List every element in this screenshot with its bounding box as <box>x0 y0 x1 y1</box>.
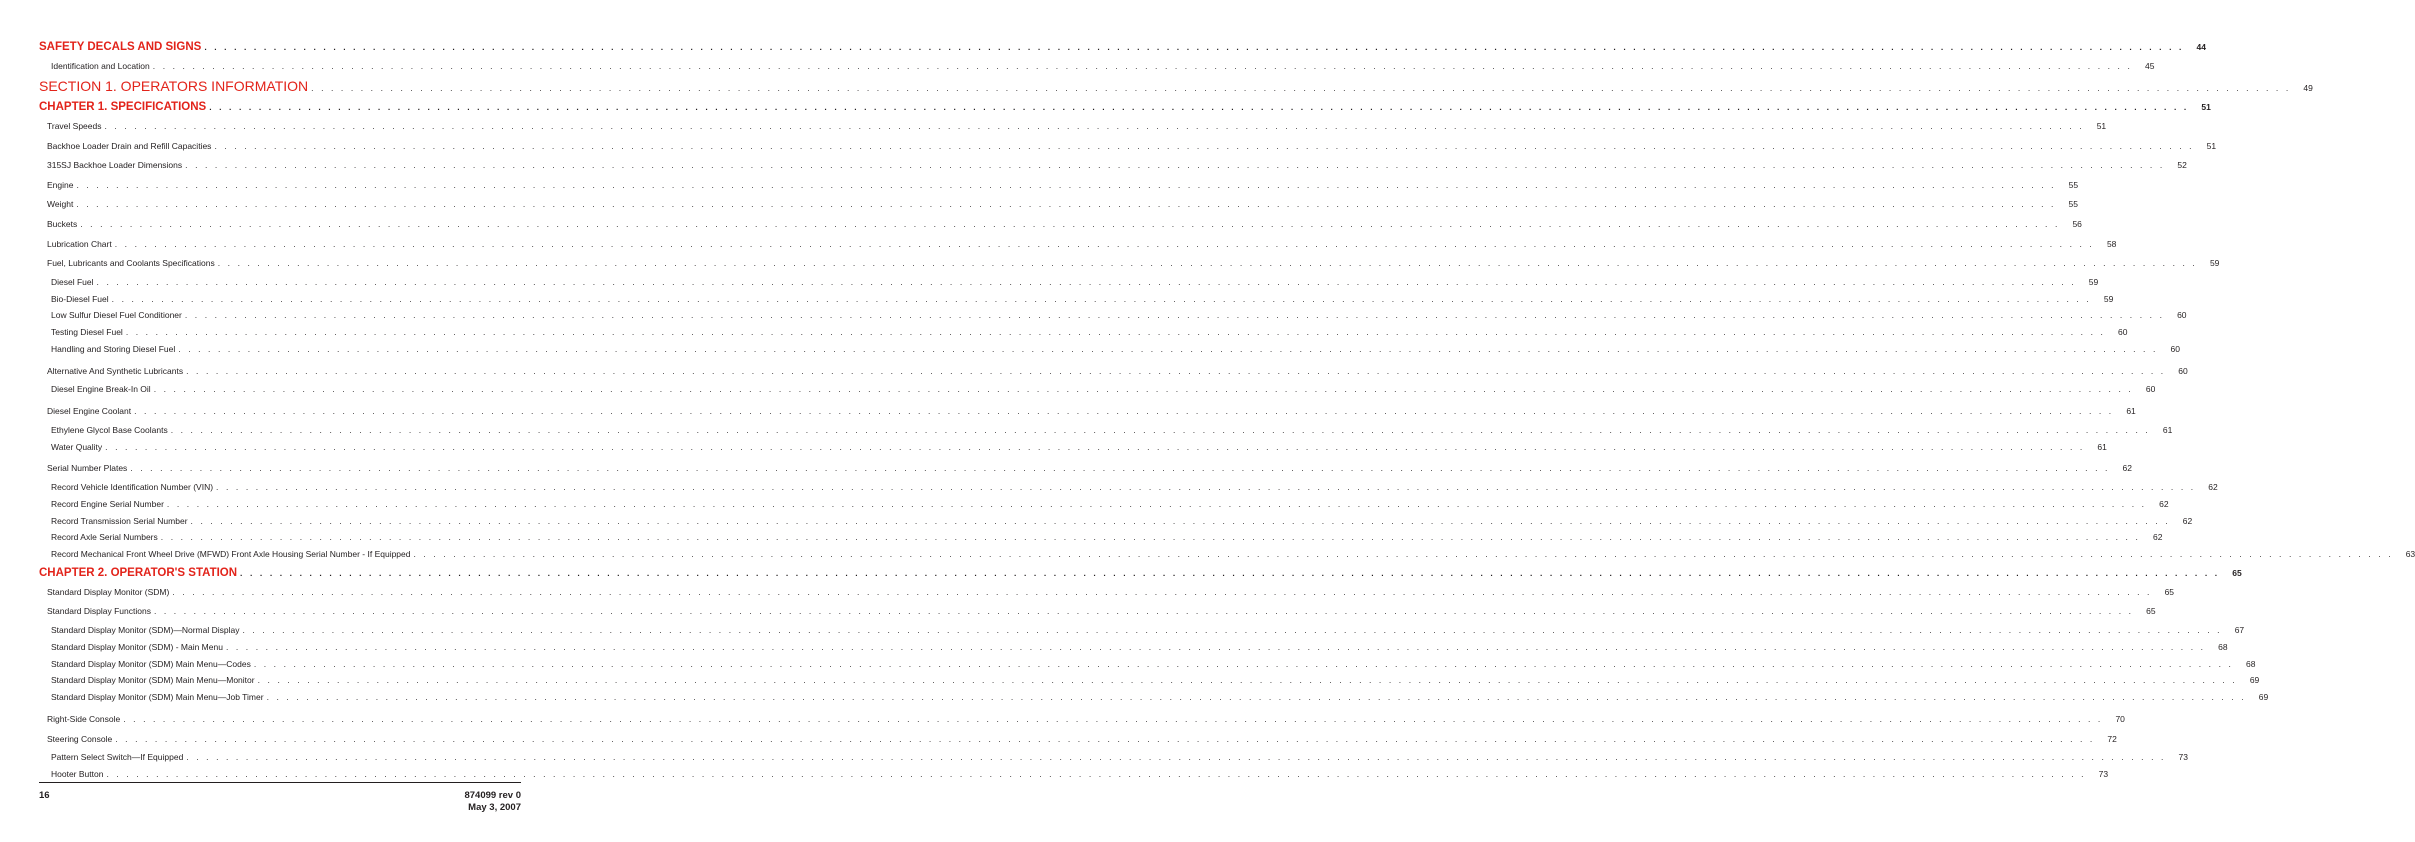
dot-leader: . . . . . . . . . . . . . . . . . . . . . . . . . . . . . . . . . . . . . . . . . . . . . . . . . . . . . . . . . . . . . . . . . . . . . . . . . . . . . . . . . . . . . . . . . . . . . . . . . . . . . . . . . . . . . . . . . . . . . . . . . . . . . . . . . . . . . . . . . . . . . . . . . . . . . . . . . . . . . . . . . . . . . . . . . . . . . . . . . . . . . . . . . . . . . . . . . . . . . . . . <box>204 42 2184 52</box>
toc-entry[interactable] <box>39 546 2415 563</box>
toc-entry-page: 73 <box>2178 752 2188 763</box>
table-of-contents <box>39 37 2415 783</box>
toc-entry-title: Buckets <box>47 218 78 229</box>
toc-entry-title: Right-Side Console <box>47 714 121 725</box>
dot-leader: . . . . . . . . . . . . . . . . . . . . . . . . . . . . . . . . . . . . . . . . . . . . . . . . . . . . . . . . . . . . . . . . . . . . . . . . . . . . . . . . . . . . . . . . . . . . . . . . . . . . . . . . . . . . . . . . . . . . . . . . . . . . . . . . . . . . . . . . . . . . . . . . . . . . . . . . . . . . . . . . . . . . . . . . . . . . . . . . . . . . . . . . . . . . . . . . . . . . . . . . <box>125 327 2106 338</box>
toc-entry-page: 62 <box>2122 463 2132 474</box>
dot-leader: . . . . . . . . . . . . . . . . . . . . . . . . . . . . . . . . . . . . . . . . . . . . . . . . . . . . . . . . . . . . . . . . . . . . . . . . . . . . . . . . . . . . . . . . . . . . . . . . . . . . . . . . . . . . . . . . . . . . . . . . . . . . . . . . . . . . . . . . . . . . . . . . . . . . . . . . . . . . . . . . . . . . . . . . . . . . . . . . . . . . . . . . . . . . . . . . . . . . . . . . <box>190 515 2171 526</box>
toc-entry-page: 62 <box>2182 515 2193 526</box>
dot-leader: . . . . . . . . . . . . . . . . . . . . . . . . . . . . . . . . . . . . . . . . . . . . . . . . . . . . . . . . . . . . . . . . . . . . . . . . . . . . . . . . . . . . . . . . . . . . . . . . . . . . . . . . . . . . . . . . . . . . . . . . . . . . . . . . . . . . . . . . . . . . . . . . . . . . . . . . . . . . . . . . . . . . . . . . . . . . . . . . . . . . . . . . . . . . . . . . . . . . . . . . <box>111 293 2092 304</box>
toc-entry-title: Hooter Button <box>51 769 104 780</box>
dot-leader: . . . . . . . . . . . . . . . . . . . . . . . . . . . . . . . . . . . . . . . . . . . . . . . . . . . . . . . . . . . . . . . . . . . . . . . . . . . . . . . . . . . . . . . . . . . . . . . . . . . . . . . . . . . . . . . . . . . . . . . . . . . . . . . . . . . . . . . . . . . . . . . . . . . . . . . . . . . . . . . . . . . . . . . . . . . . . . . . . . . . . . . . . . . . . . . . . . . . . . . . <box>186 365 2166 376</box>
toc-entry-page: 58 <box>2106 238 2117 249</box>
toc-entry[interactable] <box>39 75 2313 97</box>
toc-entry-title: Diesel Engine Coolant <box>47 406 132 417</box>
dot-leader: . . . . . . . . . . . . . . . . . . . . . . . . . . . . . . . . . . . . . . . . . . . . . . . . . . . . . . . . . . . . . . . . . . . . . . . . . . . . . . . . . . . . . . . . . . . . . . . . . . . . . . . . . . . . . . . . . . . . . . . . . . . . . . . . . . . . . . . . . . . . . . . . . . . . . . . . . . . . . . . . . . . . . . . . . . . . . . . . . . . . . . . . . . . . . . . . . . . . . . . . <box>184 310 2165 321</box>
dot-leader: . . . . . . . . . . . . . . . . . . . . . . . . . . . . . . . . . . . . . . . . . . . . . . . . . . . . . . . . . . . . . . . . . . . . . . . . . . . . . . . . . . . . . . . . . . . . . . . . . . . . . . . . . . . . . . . . . . . . . . . . . . . . . . . . . . . . . . . . . . . . . . . . . . . . . . . . . . . . . . . . . . . . . . . . . . . . . . . . . . . . . . . . . . . . . . . . . . . . . . . . <box>240 567 2220 578</box>
toc-entry-title: SAFETY DECALS AND SIGNS <box>39 41 202 53</box>
footer-doc-info <box>464 790 521 814</box>
toc-entry-title: CHAPTER 2. OPERATOR'S STATION <box>39 566 238 579</box>
dot-leader: . . . . . . . . . . . . . . . . . . . . . . . . . . . . . . . . . . . . . . . . . . . . . . . . . . . . . . . . . . . . . . . . . . . . . . . . . . . . . . . . . . . . . . . . . . . . . . . . . . . . . . . . . . . . . . . . . . . . . . . . . . . . . . . . . . . . . . . . . . . . . . . . . . . . . . . . . . . . . . . . . . . . . . . . . . . . . . . . . . . . . . . . . . . . . . . . . . . . . . . . <box>96 276 2077 287</box>
toc-entry-title: Record Engine Serial Number <box>51 498 164 509</box>
toc-entry-title: Standard Display Monitor (SDM)—Normal Display <box>51 625 240 636</box>
toc-entry[interactable] <box>39 57 2155 75</box>
toc-entry[interactable] <box>39 513 2193 530</box>
toc-entry-title: Diesel Fuel <box>51 276 94 287</box>
toc-entry-title: Identification and Location <box>51 61 150 71</box>
toc-entry-title: Standard Display Monitor (SDM) Main Menu—Job Timer <box>51 692 264 703</box>
toc-entry[interactable] <box>39 439 2107 456</box>
toc-entry[interactable] <box>39 215 2082 235</box>
toc-entry-page: 55 <box>2068 179 2079 190</box>
toc-entry[interactable] <box>39 496 2169 513</box>
toc-entry-page: 62 <box>2152 532 2163 543</box>
toc-entry-page: 72 <box>2107 733 2117 744</box>
toc-entry-title: Travel Speeds <box>47 121 102 131</box>
toc-entry-title: Fuel, Lubricants and Coolants Specifications <box>47 258 215 269</box>
toc-entry-title: Serial Number Plates <box>47 463 128 474</box>
toc-entry[interactable] <box>39 639 2228 656</box>
toc-entry[interactable] <box>39 689 2269 706</box>
toc-entry[interactable] <box>39 274 2099 291</box>
toc-entry[interactable] <box>39 422 2173 439</box>
toc-entry-page: 65 <box>2164 586 2175 597</box>
toc-entry-title: Water Quality <box>51 441 103 452</box>
toc-entry[interactable] <box>39 459 2132 479</box>
dot-leader: . . . . . . . . . . . . . . . . . . . . . . . . . . . . . . . . . . . . . . . . . . . . . . . . . . . . . . . . . . . . . . . . . . . . . . . . . . . . . . . . . . . . . . . . . . . . . . . . . . . . . . . . . . . . . . . . . . . . . . . . . . . . . . . . . . . . . . . . . . . . . . . . . . . . . . . . . . . . . . . . . . . . . . . . . . . . . . . . . . . . . . . . . . . . . . . . . . . . . . . . <box>311 83 2291 93</box>
toc-entry[interactable] <box>39 195 2078 215</box>
dot-leader: . . . . . . . . . . . . . . . . . . . . . . . . . . . . . . . . . . . . . . . . . . . . . . . . . . . . . . . . . . . . . . . . . . . . . . . . . . . . . . . . . . . . . . . . . . . . . . . . . . . . . . . . . . . . . . . . . . . . . . . . . . . . . . . . . . . . . . . . . . . . . . . . . . . . . . . . . . . . . . . . . . . . . . . . . . . . . . . . . . . . . . . . . . . . . . . . . . . . . . . . <box>217 258 2198 269</box>
toc-entry-page: 73 <box>2098 769 2109 780</box>
toc-entry-page: 67 <box>2234 625 2245 636</box>
dot-leader: . . . . . . . . . . . . . . . . . . . . . . . . . . . . . . . . . . . . . . . . . . . . . . . . . . . . . . . . . . . . . . . . . . . . . . . . . . . . . . . . . . . . . . . . . . . . . . . . . . . . . . . . . . . . . . . . . . . . . . . . . . . . . . . . . . . . . . . . . . . . . . . . . . . . . . . . . . . . . . . . . . . . . . . . . . . . . . . . . . . . . . . . . . . . . . . . . . . . . . . . <box>170 424 2151 435</box>
toc-entry-page: 45 <box>2144 61 2155 71</box>
toc-entry[interactable] <box>39 37 2206 57</box>
toc-entry-title: Record Vehicle Identification Number (VIN) <box>51 481 214 492</box>
toc-entry-page: 60 <box>2178 365 2188 376</box>
dot-leader: . . . . . . . . . . . . . . . . . . . . . . . . . . . . . . . . . . . . . . . . . . . . . . . . . . . . . . . . . . . . . . . . . . . . . . . . . . . . . . . . . . . . . . . . . . . . . . . . . . . . . . . . . . . . . . . . . . . . . . . . . . . . . . . . . . . . . . . . . . . . . . . . . . . . . . . . . . . . . . . . . . . . . . . . . . . . . . . . . . . . . . . . . . . . . . . . . . . . . . . . <box>160 532 2141 543</box>
toc-entry[interactable] <box>39 563 2242 583</box>
toc-entry-title: Engine <box>47 179 74 190</box>
toc-entry-page: 59 <box>2209 258 2220 269</box>
toc-entry[interactable] <box>39 602 2156 622</box>
toc-entry-title: Standard Display Monitor (SDM) Main Menu—Codes <box>51 658 251 669</box>
toc-entry[interactable] <box>39 235 2117 255</box>
dot-leader: . . . . . . . . . . . . . . . . . . . . . . . . . . . . . . . . . . . . . . . . . . . . . . . . . . . . . . . . . . . . . . . . . . . . . . . . . . . . . . . . . . . . . . . . . . . . . . . . . . . . . . . . . . . . . . . . . . . . . . . . . . . . . . . . . . . . . . . . . . . . . . . . . . . . . . . . . . . . . . . . . . . . . . . . . . . . . . . . . . . . . . . . . . . . . . . . . . . . . . . . <box>130 463 2110 474</box>
dot-leader: . . . . . . . . . . . . . . . . . . . . . . . . . . . . . . . . . . . . . . . . . . . . . . . . . . . . . . . . . . . . . . . . . . . . . . . . . . . . . . . . . . . . . . . . . . . . . . . . . . . . . . . . . . . . . . . . . . . . . . . . . . . . . . . . . . . . . . . . . . . . . . . . . . . . . . . . . . . . . . . . . . . . . . . . . . . . . . . . . . . . . . . . . . . . . . . . . . . . . . . . <box>105 441 2085 452</box>
toc-entry-page: 61 <box>2162 424 2173 435</box>
toc-entry-title: Testing Diesel Fuel <box>51 327 123 338</box>
toc-entry-title: Handling and Storing Diesel Fuel <box>51 343 176 354</box>
toc-entry[interactable] <box>39 324 2128 341</box>
toc-entry-page: 69 <box>2258 692 2269 703</box>
toc-entry[interactable] <box>39 381 2156 398</box>
toc-entry[interactable] <box>39 291 2114 308</box>
toc-entry-page: 68 <box>2246 658 2256 669</box>
toc-entry[interactable] <box>39 137 2217 157</box>
toc-entry-title: 315SJ Backhoe Loader Dimensions <box>47 160 183 171</box>
toc-entry-title: CHAPTER 1. SPECIFICATIONS <box>39 101 207 113</box>
toc-entry-page: 65 <box>2232 567 2242 578</box>
toc-entry-title: Bio-Diesel Fuel <box>51 293 109 304</box>
toc-entry[interactable] <box>39 156 2187 176</box>
toc-entry[interactable] <box>39 176 2079 196</box>
toc-entry-page: 60 <box>2118 327 2128 338</box>
toc-entry-title: Standard Display Monitor (SDM) Main Menu—Monitor <box>51 675 255 686</box>
toc-entry-page: 60 <box>2145 384 2156 395</box>
toc-entry[interactable] <box>39 583 2175 603</box>
toc-entry-page: 62 <box>2159 498 2169 509</box>
dot-leader: . . . . . . . . . . . . . . . . . . . . . . . . . . . . . . . . . . . . . . . . . . . . . . . . . . . . . . . . . . . . . . . . . . . . . . . . . . . . . . . . . . . . . . . . . . . . . . . . . . . . . . . . . . . . . . . . . . . . . . . . . . . . . . . . . . . . . . . . . . . . . . . . . . . . . . . . . . . . . . . . . . . . . . . . . . . . . . . . . . . . . . . . . . . . . . . . . . . . . . . . <box>253 658 2234 669</box>
toc-entry-page: 59 <box>2103 293 2114 304</box>
doc-date: May 3, 2007 <box>468 802 521 813</box>
page-number: 16 <box>39 790 50 801</box>
dot-leader: . . . . . . . . . . . . . . . . . . . . . . . . . . . . . . . . . . . . . . . . . . . . . . . . . . . . . . . . . . . . . . . . . . . . . . . . . . . . . . . . . . . . . . . . . . . . . . . . . . . . . . . . . . . . . . . . . . . . . . . . . . . . . . . . . . . . . . . . . . . . . . . . . . . . . . . . . . . . . . . . . . . . . . . . . . . . . . . . . . . . . . . . . . . . . . . . . . . . . . . . <box>209 102 2189 112</box>
toc-entry-page: 61 <box>2126 406 2136 417</box>
toc-entry-page: 56 <box>2072 218 2082 229</box>
toc-entry-title: Record Mechanical Front Wheel Drive (MFWD) Front Axle Housing Serial Number - If Equipped <box>51 549 411 560</box>
toc-entry-page: 55 <box>2068 199 2078 210</box>
toc-entry[interactable] <box>39 749 2188 766</box>
dot-leader: . . . . . . . . . . . . . . . . . . . . . . . . . . . . . . . . . . . . . . . . . . . . . . . . . . . . . . . . . . . . . . . . . . . . . . . . . . . . . . . . . . . . . . . . . . . . . . . . . . . . . . . . . . . . . . . . . . . . . . . . . . . . . . . . . . . . . . . . . . . . . . . . . . . . . . . . . . . . . . . . . . . . . . . . . . . . . . . . . . . . . . . . . . . . . . . . . . . . . . . . <box>413 549 2394 560</box>
dot-leader: . . . . . . . . . . . . . . . . . . . . . . . . . . . . . . . . . . . . . . . . . . . . . . . . . . . . . . . . . . . . . . . . . . . . . . . . . . . . . . . . . . . . . . . . . . . . . . . . . . . . . . . . . . . . . . . . . . . . . . . . . . . . . . . . . . . . . . . . . . . . . . . . . . . . . . . . . . . . . . . . . . . . . . . . . . . . . . . . . . . . . . . . . . . . . . . . . . . . . . . . <box>152 61 2133 71</box>
toc-entry[interactable] <box>39 254 2220 274</box>
dot-leader: . . . . . . . . . . . . . . . . . . . . . . . . . . . . . . . . . . . . . . . . . . . . . . . . . . . . . . . . . . . . . . . . . . . . . . . . . . . . . . . . . . . . . . . . . . . . . . . . . . . . . . . . . . . . . . . . . . . . . . . . . . . . . . . . . . . . . . . . . . . . . . . . . . . . . . . . . . . . . . . . . . . . . . . . . . . . . . . . . . . . . . . . . . . . . . . . . . . . . . . . <box>114 238 2095 249</box>
doc-revision: 874099 rev 0 <box>464 790 521 801</box>
toc-entry-page: 65 <box>2146 606 2156 617</box>
toc-entry-title: Low Sulfur Diesel Fuel Conditioner <box>51 310 182 321</box>
toc-entry[interactable] <box>39 672 2260 689</box>
toc-entry-title: Weight <box>47 199 74 210</box>
toc-entry-title: Standard Display Monitor (SDM) <box>47 586 170 597</box>
toc-entry-page: 61 <box>2097 441 2107 452</box>
toc-entry-title: Pattern Select Switch—If Equipped <box>51 752 184 763</box>
toc-entry-page: 51 <box>2096 121 2107 131</box>
toc-entry-page: 44 <box>2196 42 2206 52</box>
toc-entry-title: SECTION 1. OPERATORS INFORMATION <box>39 78 309 94</box>
dot-leader: . . . . . . . . . . . . . . . . . . . . . . . . . . . . . . . . . . . . . . . . . . . . . . . . . . . . . . . . . . . . . . . . . . . . . . . . . . . . . . . . . . . . . . . . . . . . . . . . . . . . . . . . . . . . . . . . . . . . . . . . . . . . . . . . . . . . . . . . . . . . . . . . . . . . . . . . . . . . . . . . . . . . . . . . . . . . . . . . . . . . . . . . . . . . . . . . . . . . . . . . <box>225 641 2206 652</box>
toc-entry-title: Ethylene Glycol Base Coolants <box>51 424 168 435</box>
toc-entry-title: Backhoe Loader Drain and Refill Capacities <box>47 140 212 151</box>
dot-leader: . . . . . . . . . . . . . . . . . . . . . . . . . . . . . . . . . . . . . . . . . . . . . . . . . . . . . . . . . . . . . . . . . . . . . . . . . . . . . . . . . . . . . . . . . . . . . . . . . . . . . . . . . . . . . . . . . . . . . . . . . . . . . . . . . . . . . . . . . . . . . . . . . . . . . . . . . . . . . . . . . . . . . . . . . . . . . . . . . . . . . . . . . . . . . . . . . . . . . . . . <box>178 343 2158 354</box>
toc-entry-page: 49 <box>2303 83 2313 93</box>
toc-entry[interactable] <box>39 529 2163 546</box>
dot-leader: . . . . . . . . . . . . . . . . . . . . . . . . . . . . . . . . . . . . . . . . . . . . . . . . . . . . . . . . . . . . . . . . . . . . . . . . . . . . . . . . . . . . . . . . . . . . . . . . . . . . . . . . . . . . . . . . . . . . . . . . . . . . . . . . . . . . . . . . . . . . . . . . . . . . . . . . . . . . . . . . . . . . . . . . . . . . . . . . . . . . . . . . . . . . . . . . . . . . . . . . <box>115 733 2095 744</box>
toc-entry-page: 60 <box>2177 310 2187 321</box>
toc-entry[interactable] <box>39 117 2107 137</box>
dot-leader: . . . . . . . . . . . . . . . . . . . . . . . . . . . . . . . . . . . . . . . . . . . . . . . . . . . . . . . . . . . . . . . . . . . . . . . . . . . . . . . . . . . . . . . . . . . . . . . . . . . . . . . . . . . . . . . . . . . . . . . . . . . . . . . . . . . . . . . . . . . . . . . . . . . . . . . . . . . . . . . . . . . . . . . . . . . . . . . . . . . . . . . . . . . . . . . . . . . . . . . . <box>166 498 2147 509</box>
toc-entry[interactable] <box>39 656 2256 673</box>
toc-entry-page: 70 <box>2115 714 2125 725</box>
toc-entry-page: 51 <box>2201 102 2211 112</box>
toc-entry-page: 60 <box>2170 343 2180 354</box>
dot-leader: . . . . . . . . . . . . . . . . . . . . . . . . . . . . . . . . . . . . . . . . . . . . . . . . . . . . . . . . . . . . . . . . . . . . . . . . . . . . . . . . . . . . . . . . . . . . . . . . . . . . . . . . . . . . . . . . . . . . . . . . . . . . . . . . . . . . . . . . . . . . . . . . . . . . . . . . . . . . . . . . . . . . . . . . . . . . . . . . . . . . . . . . . . . . . . . . . . . . . . . . <box>185 160 2165 171</box>
dot-leader: . . . . . . . . . . . . . . . . . . . . . . . . . . . . . . . . . . . . . . . . . . . . . . . . . . . . . . . . . . . . . . . . . . . . . . . . . . . . . . . . . . . . . . . . . . . . . . . . . . . . . . . . . . . . . . . . . . . . . . . . . . . . . . . . . . . . . . . . . . . . . . . . . . . . . . . . . . . . . . . . . . . . . . . . . . . . . . . . . . . . . . . . . . . . . . . . . . . . . . . . <box>186 752 2166 763</box>
toc-entry-title: Record Transmission Serial Number <box>51 515 188 526</box>
toc-entry-page: 51 <box>2206 140 2217 151</box>
toc-entry-title: Steering Console <box>47 733 113 744</box>
dot-leader: . . . . . . . . . . . . . . . . . . . . . . . . . . . . . . . . . . . . . . . . . . . . . . . . . . . . . . . . . . . . . . . . . . . . . . . . . . . . . . . . . . . . . . . . . . . . . . . . . . . . . . . . . . . . . . . . . . . . . . . . . . . . . . . . . . . . . . . . . . . . . . . . . . . . . . . . . . . . . . . . . . . . . . . . . . . . . . . . . . . . . . . . . . . . . . . . . . . . . . . . <box>106 769 2087 780</box>
toc-entry[interactable] <box>39 622 2245 639</box>
dot-leader: . . . . . . . . . . . . . . . . . . . . . . . . . . . . . . . . . . . . . . . . . . . . . . . . . . . . . . . . . . . . . . . . . . . . . . . . . . . . . . . . . . . . . . . . . . . . . . . . . . . . . . . . . . . . . . . . . . . . . . . . . . . . . . . . . . . . . . . . . . . . . . . . . . . . . . . . . . . . . . . . . . . . . . . . . . . . . . . . . . . . . . . . . . . . . . . . . . . . . . . . <box>172 586 2153 597</box>
dot-leader: . . . . . . . . . . . . . . . . . . . . . . . . . . . . . . . . . . . . . . . . . . . . . . . . . . . . . . . . . . . . . . . . . . . . . . . . . . . . . . . . . . . . . . . . . . . . . . . . . . . . . . . . . . . . . . . . . . . . . . . . . . . . . . . . . . . . . . . . . . . . . . . . . . . . . . . . . . . . . . . . . . . . . . . . . . . . . . . . . . . . . . . . . . . . . . . . . . . . . . . . <box>80 218 2060 229</box>
toc-entry[interactable] <box>39 307 2187 324</box>
toc-entry[interactable] <box>39 362 2188 382</box>
toc-entry[interactable] <box>39 730 2117 750</box>
toc-entry[interactable] <box>39 479 2218 496</box>
toc-entry-page: 62 <box>2208 481 2218 492</box>
toc-entry[interactable] <box>39 341 2180 358</box>
toc-entry-page: 59 <box>2088 276 2099 287</box>
dot-leader: . . . . . . . . . . . . . . . . . . . . . . . . . . . . . . . . . . . . . . . . . . . . . . . . . . . . . . . . . . . . . . . . . . . . . . . . . . . . . . . . . . . . . . . . . . . . . . . . . . . . . . . . . . . . . . . . . . . . . . . . . . . . . . . . . . . . . . . . . . . . . . . . . . . . . . . . . . . . . . . . . . . . . . . . . . . . . . . . . . . . . . . . . . . . . . . . . . . . . . . . <box>257 675 2238 686</box>
footer-divider <box>39 782 521 783</box>
toc-entry-page: 63 <box>2405 549 2415 560</box>
dot-leader: . . . . . . . . . . . . . . . . . . . . . . . . . . . . . . . . . . . . . . . . . . . . . . . . . . . . . . . . . . . . . . . . . . . . . . . . . . . . . . . . . . . . . . . . . . . . . . . . . . . . . . . . . . . . . . . . . . . . . . . . . . . . . . . . . . . . . . . . . . . . . . . . . . . . . . . . . . . . . . . . . . . . . . . . . . . . . . . . . . . . . . . . . . . . . . . . . . . . . . . . <box>214 140 2195 151</box>
toc-entry-title: Diesel Engine Break-In Oil <box>51 384 151 395</box>
toc-entry[interactable] <box>39 97 2211 117</box>
toc-entry[interactable] <box>39 766 2109 783</box>
dot-leader: . . . . . . . . . . . . . . . . . . . . . . . . . . . . . . . . . . . . . . . . . . . . . . . . . . . . . . . . . . . . . . . . . . . . . . . . . . . . . . . . . . . . . . . . . . . . . . . . . . . . . . . . . . . . . . . . . . . . . . . . . . . . . . . . . . . . . . . . . . . . . . . . . . . . . . . . . . . . . . . . . . . . . . . . . . . . . . . . . . . . . . . . . . . . . . . . . . . . . . . . <box>153 606 2134 617</box>
dot-leader: . . . . . . . . . . . . . . . . . . . . . . . . . . . . . . . . . . . . . . . . . . . . . . . . . . . . . . . . . . . . . . . . . . . . . . . . . . . . . . . . . . . . . . . . . . . . . . . . . . . . . . . . . . . . . . . . . . . . . . . . . . . . . . . . . . . . . . . . . . . . . . . . . . . . . . . . . . . . . . . . . . . . . . . . . . . . . . . . . . . . . . . . . . . . . . . . . . . . . . . . <box>104 121 2085 131</box>
toc-entry[interactable] <box>39 402 2136 422</box>
toc-entry-page: 52 <box>2177 160 2187 171</box>
dot-leader: . . . . . . . . . . . . . . . . . . . . . . . . . . . . . . . . . . . . . . . . . . . . . . . . . . . . . . . . . . . . . . . . . . . . . . . . . . . . . . . . . . . . . . . . . . . . . . . . . . . . . . . . . . . . . . . . . . . . . . . . . . . . . . . . . . . . . . . . . . . . . . . . . . . . . . . . . . . . . . . . . . . . . . . . . . . . . . . . . . . . . . . . . . . . . . . . . . . . . . . . <box>76 179 2057 190</box>
toc-entry[interactable] <box>39 710 2125 730</box>
dot-leader: . . . . . . . . . . . . . . . . . . . . . . . . . . . . . . . . . . . . . . . . . . . . . . . . . . . . . . . . . . . . . . . . . . . . . . . . . . . . . . . . . . . . . . . . . . . . . . . . . . . . . . . . . . . . . . . . . . . . . . . . . . . . . . . . . . . . . . . . . . . . . . . . . . . . . . . . . . . . . . . . . . . . . . . . . . . . . . . . . . . . . . . . . . . . . . . . . . . . . . . . <box>266 692 2247 703</box>
dot-leader: . . . . . . . . . . . . . . . . . . . . . . . . . . . . . . . . . . . . . . . . . . . . . . . . . . . . . . . . . . . . . . . . . . . . . . . . . . . . . . . . . . . . . . . . . . . . . . . . . . . . . . . . . . . . . . . . . . . . . . . . . . . . . . . . . . . . . . . . . . . . . . . . . . . . . . . . . . . . . . . . . . . . . . . . . . . . . . . . . . . . . . . . . . . . . . . . . . . . . . . . <box>216 481 2196 492</box>
toc-entry-page: 69 <box>2249 675 2260 686</box>
dot-leader: . . . . . . . . . . . . . . . . . . . . . . . . . . . . . . . . . . . . . . . . . . . . . . . . . . . . . . . . . . . . . . . . . . . . . . . . . . . . . . . . . . . . . . . . . . . . . . . . . . . . . . . . . . . . . . . . . . . . . . . . . . . . . . . . . . . . . . . . . . . . . . . . . . . . . . . . . . . . . . . . . . . . . . . . . . . . . . . . . . . . . . . . . . . . . . . . . . . . . . . . <box>76 199 2056 210</box>
dot-leader: . . . . . . . . . . . . . . . . . . . . . . . . . . . . . . . . . . . . . . . . . . . . . . . . . . . . . . . . . . . . . . . . . . . . . . . . . . . . . . . . . . . . . . . . . . . . . . . . . . . . . . . . . . . . . . . . . . . . . . . . . . . . . . . . . . . . . . . . . . . . . . . . . . . . . . . . . . . . . . . . . . . . . . . . . . . . . . . . . . . . . . . . . . . . . . . . . . . . . . . . <box>134 406 2114 417</box>
toc-entry-title: Alternative And Synthetic Lubricants <box>47 365 184 376</box>
toc-entry-title: Standard Display Monitor (SDM) - Main Menu <box>51 641 223 652</box>
toc-entry-page: 68 <box>2218 641 2228 652</box>
dot-leader: . . . . . . . . . . . . . . . . . . . . . . . . . . . . . . . . . . . . . . . . . . . . . . . . . . . . . . . . . . . . . . . . . . . . . . . . . . . . . . . . . . . . . . . . . . . . . . . . . . . . . . . . . . . . . . . . . . . . . . . . . . . . . . . . . . . . . . . . . . . . . . . . . . . . . . . . . . . . . . . . . . . . . . . . . . . . . . . . . . . . . . . . . . . . . . . . . . . . . . . . <box>123 714 2103 725</box>
toc-entry-title: Record Axle Serial Numbers <box>51 532 158 543</box>
dot-leader: . . . . . . . . . . . . . . . . . . . . . . . . . . . . . . . . . . . . . . . . . . . . . . . . . . . . . . . . . . . . . . . . . . . . . . . . . . . . . . . . . . . . . . . . . . . . . . . . . . . . . . . . . . . . . . . . . . . . . . . . . . . . . . . . . . . . . . . . . . . . . . . . . . . . . . . . . . . . . . . . . . . . . . . . . . . . . . . . . . . . . . . . . . . . . . . . . . . . . . . . <box>242 625 2223 636</box>
dot-leader: . . . . . . . . . . . . . . . . . . . . . . . . . . . . . . . . . . . . . . . . . . . . . . . . . . . . . . . . . . . . . . . . . . . . . . . . . . . . . . . . . . . . . . . . . . . . . . . . . . . . . . . . . . . . . . . . . . . . . . . . . . . . . . . . . . . . . . . . . . . . . . . . . . . . . . . . . . . . . . . . . . . . . . . . . . . . . . . . . . . . . . . . . . . . . . . . . . . . . . . . <box>153 384 2134 395</box>
toc-entry-title: Lubrication Chart <box>47 238 112 249</box>
toc-entry-title: Standard Display Functions <box>47 606 151 617</box>
